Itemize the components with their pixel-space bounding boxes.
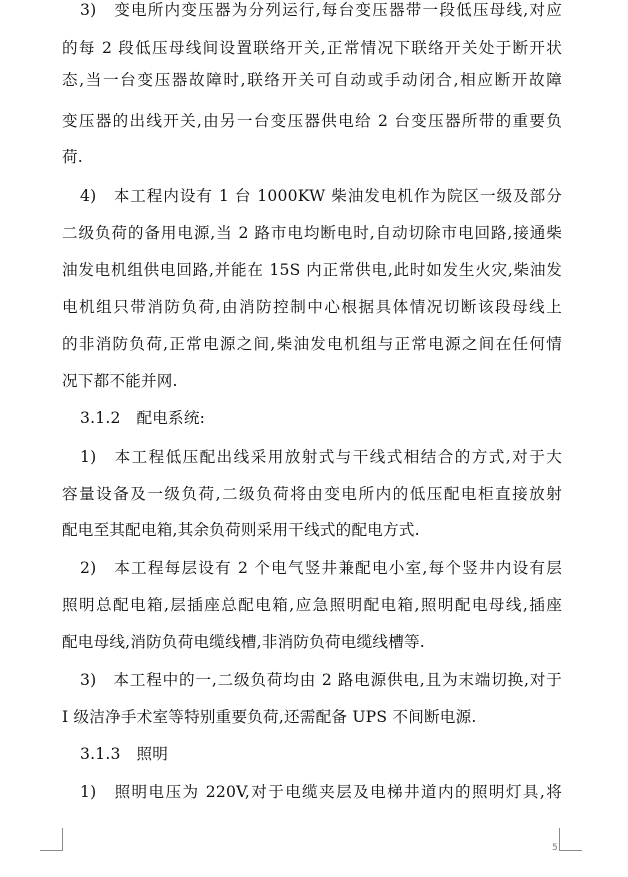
paragraph-line: 态,当一台变压器故障时,联络开关可自动或手动闭合,相应断开故障 [62,71,562,89]
paragraph-line: 配电母线,消防负荷电缆线槽,非消防负荷电缆线槽等. [62,633,425,651]
paragraph-line: I 级洁净手术室等特别重要负荷,还需配备 UPS 不间断电源. [62,708,477,726]
paragraph-line: 2) 本工程每层设有 2 个电气竖井兼配电小室,每个竖井内设有层 [80,559,562,577]
margin-corner-mark-left [40,828,63,851]
paragraph-line: 1) 照明电压为 220V,对于电缆夹层及电梯井道内的照明灯具,将 [80,783,562,801]
section-heading: 3.1.3 照明 [80,745,169,763]
paragraph-line: 1) 本工程低压配出线采用放射式与干线式相结合的方式,对于大 [80,448,562,466]
paragraph-line: 油发电机组供电回路,并能在 15S 内正常供电,此时如发生火灾,柴油发 [62,261,562,279]
page-number: 5 [552,843,558,853]
paragraph-line: 电机组只带消防负荷,由消防控制中心根据具体情况切断该段母线上 [62,298,562,316]
paragraph-line: 况下都不能并网. [62,372,178,390]
paragraph-line: 配电至其配电箱,其余负荷则采用干线式的配电方式. [62,521,420,539]
paragraph-line: 4) 本工程内设有 1 台 1000KW 柴油发电机作为院区一级及部分 [80,187,562,205]
paragraph-line: 照明总配电箱,层插座总配电箱,应急照明配电箱,照明配电母线,插座 [62,596,562,614]
paragraph-line: 二级负荷的备用电源,当 2 路市电均断电时,自动切除市电回路,接通柴 [62,224,562,242]
paragraph-line: 变压器的出线开关,由另一台变压器供电给 2 台变压器所带的重要负 [62,112,562,130]
margin-corner-mark-right [559,828,582,851]
paragraph-line: 的非消防负荷,正常电源之间,柴油发电机组与正常电源之间在任何情 [62,335,562,353]
paragraph-line: 3) 变电所内变压器为分列运行,每台变压器带一段低压母线,对应 [80,1,562,19]
section-heading: 3.1.2 配电系统: [80,409,206,427]
paragraph-line: 荷. [62,148,83,166]
paragraph-line: 容量设备及一级负荷,二级负荷将由变电所内的低压配电柜直接放射 [62,485,562,503]
paragraph-line: 3) 本工程中的一,二级负荷均由 2 路电源供电,且为末端切换,对于 [80,671,562,689]
paragraph-line: 的每 2 段低压母线间设置联络开关,正常情况下联络开关处于断开状 [62,39,562,57]
